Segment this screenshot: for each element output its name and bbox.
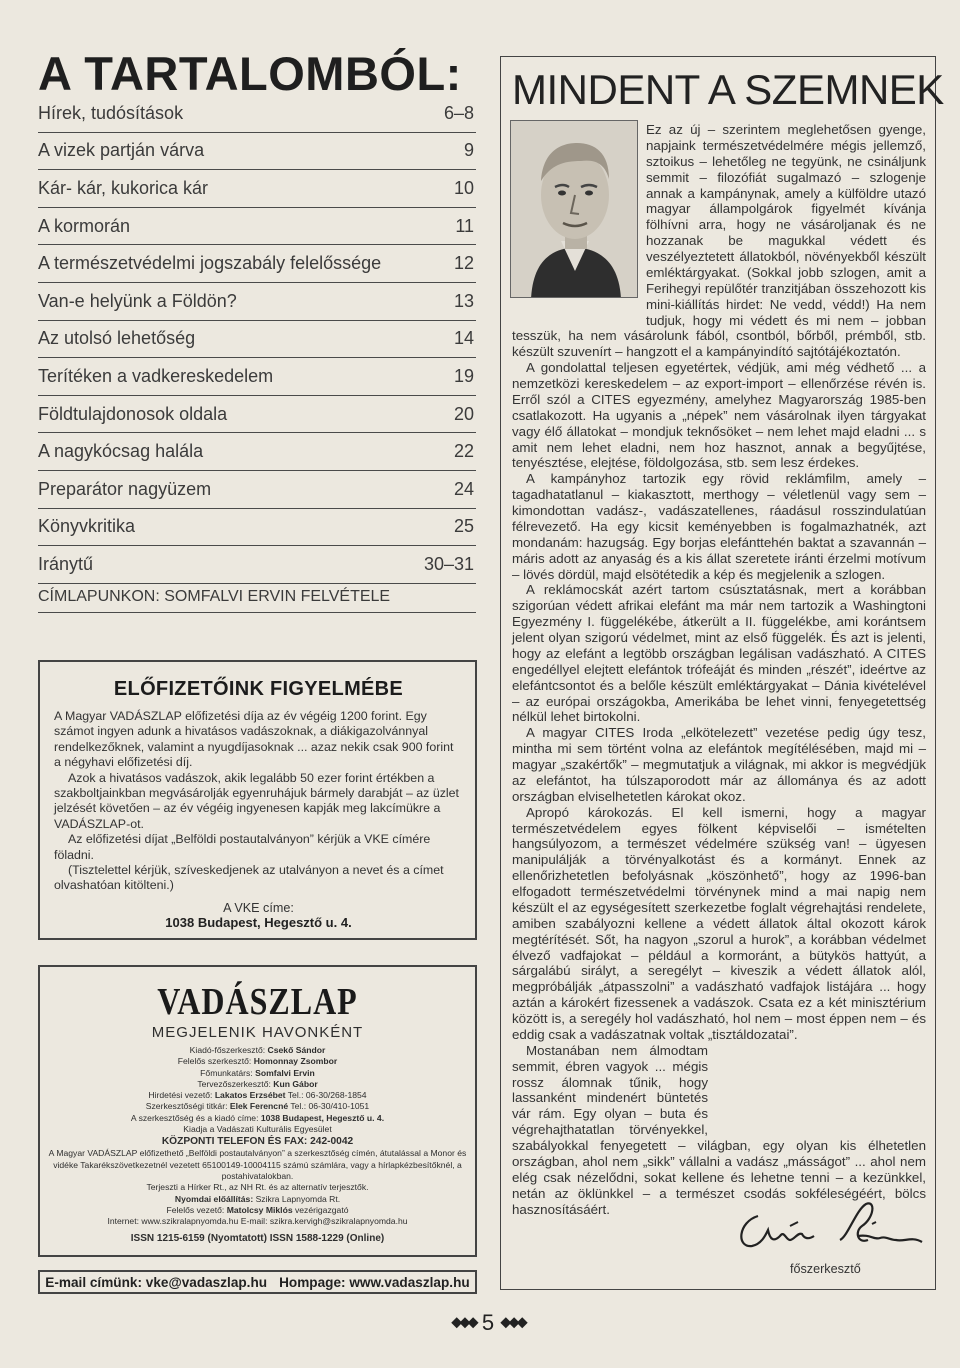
- contents-item-title: Az utolsó lehetőség: [38, 328, 196, 349]
- signature-role: főszerkesztő: [790, 1262, 861, 1276]
- central-phone: KÖZPONTI TELEFON ÉS FAX: 242-0042: [161, 1136, 354, 1148]
- staff-line: [46, 1056, 469, 1067]
- internet-line: Internet: www.szikralapnyomda.hu E-mail: szikra.kervigh@szikralapnyomda.hu: [107, 1216, 408, 1227]
- staff-name: 1038 Budapest, Hegesztő u. 4.: [260, 1112, 385, 1123]
- contents-item-title: Iránytű: [38, 553, 94, 574]
- contents-item[interactable]: [38, 358, 476, 396]
- editorial-paragraph: Mostanában nem álmodtam semmit, ébren vagyok ... mégis rossz álomnak tűnik, hogy lassanként mindenért büntetés vár rám. Egy olyan – buta és végrehajthatatlan törvényekkel, szabályokkal fenyegetett – világban, egy olyan kis élhetetlen országban, ahol nem „sikk” vállalni a vadász „másságot” ... ahol nem elég csak nézelődni, sokat kellene és lehetne tenni – a kezünkkel, netán az öklünkkel – a természet csodás sokféleségéért, bölcs hasznosításáért.: [512, 1042, 926, 1217]
- director-name: Matolcsy Miklós: [226, 1204, 293, 1215]
- ornament-right-icon: ⬥⬥⬥: [500, 1314, 525, 1331]
- contents-item[interactable]: [38, 433, 476, 471]
- subscription-title: ELŐFIZETŐINK FIGYELMÉBE: [113, 678, 404, 700]
- editorial-paragraph: Apropó károkozás. El kell ismerni, hogy a magyar természetvédelem egyes fölkent képviselői – ismételten hangsúlyozom, a természet védelmére szükség van! – ügyesen manipulálják a törvényalkotást és a kormányt. Ennek az ellenőrizhetetlen befolyásnak „köszönhető”, hogy az 1996-ban elfogadott természetvédelmi törvénynek mind a mai napig nem készült el az egységesített szerkezetbe foglalt végrehajtási rendelete, amiben szabályozni kellene a védett állatok által okozott károk megtérítését. Sőt, ha nagyon „szorul a hurok”, a korábban védelmet élvező vadfajokat – például a kormoránt, a bütykös hattyút, a sárgalábú sirályt, a seregélyt – kiveszik a védett állatok alól, megpróbálják „átpasszolni” a vadászható vadfajok listájára ... hogy aztán a károkért fizessenek a vadászok. Csata ez a két minisztérium között is, a seregély hol vadászható, hol nem – most éppen nem – és eddig csak a vadászatnak voltak „tisztáldozatai”.: [512, 804, 926, 1042]
- issn-line: ISSN 1215-6159 (Nyomtatott) ISSN 1588-1229 (Online): [130, 1233, 385, 1245]
- subscription-paragraph: A Magyar VADÁSZLAP előfizetési díja az év végéig 1200 forint. Egy számot ingyen adunk a hivatásos vadászoknak, a diákigazolvánnyal rendelkezőknek, valamint a nyugdíjasoknak ... azaz nekik csak 900 forint a négyhavi előfizetési díj.: [54, 709, 454, 770]
- staff-list: [46, 1045, 469, 1135]
- magazine-logo-text: VADÁSZLAP: [157, 979, 358, 1023]
- staff-role: Kiadja a Vadászati Kulturális Egyesület: [183, 1124, 332, 1135]
- staff-role: Főmunkatárs:: [200, 1067, 253, 1078]
- contents-item[interactable]: [38, 283, 476, 321]
- subscription-note: A Magyar VADÁSZLAP előfizethető „Belföldi postautalványon” a szerkesztőség címén, átutalással a Monor és vidéke Takarékszövetkezetnél vezetett 65100149-10004115 számú számlára, vagy a hírlapkézbesítőknél, a postahivatalokban.: [48, 1148, 467, 1181]
- distribution-note: Terjeszti a Hírker Rt., az NH Rt. és az alternatív terjesztők.: [146, 1182, 369, 1193]
- contents-item[interactable]: [38, 509, 476, 547]
- subscription-paragraph: (Tisztelettel kérjük, szíveskedjenek az utalványon a nevet és a címet olvashatóan kitölteni.): [54, 863, 444, 893]
- contents-item-page: 14: [453, 328, 474, 349]
- staff-line: [46, 1079, 469, 1090]
- staff-role: Szerkesztőségi titkár:: [145, 1101, 228, 1112]
- printing-line: [46, 1194, 469, 1205]
- contents-item-page: 11: [455, 215, 474, 236]
- staff-role: Felelős szerkesztő:: [177, 1056, 252, 1067]
- editorial-paragraph: A kampányhoz tartozik egy rövid reklámfilm, amely – tagadhatatlanul – kiakasztott, merthogy – véletlenül vagy sem – kimondottan vadász-, vadászatellenes, ráadásul rosszindulatúan félrevezető. Ha egy kicsit keményebben is fogalmazhatnék, azt mondanám: hazugság. Egy borjas elefánttehén baktat a szavannán – máris adott az anyaság és a kis állat szeretete iránti érzelmi motívum – lövés dördül, majd elsötétedik a kép és megjelenik a szlogen.: [512, 471, 926, 582]
- staff-name: Lakatos Erzsébet: [214, 1090, 286, 1101]
- contents-item-title: Preparátor nagyüzem: [38, 478, 212, 499]
- contents-item-title: Terítéken a vadkereskedelem: [38, 365, 274, 386]
- contents-item[interactable]: [38, 321, 476, 359]
- subscription-paragraph: Azok a hivatásos vadászok, akik legalább 50 ezer forint értékben a szakboltjainkban megvásárolják egyenruhájuk bármely darabját – az üzlet jelzését követően – az év végéig ingyenesen kapják meg lakcímükre a VADÁSZLAP-ot.: [54, 770, 459, 831]
- page-number: [0, 1310, 960, 1336]
- contents-item[interactable]: [38, 133, 476, 171]
- contents-item-title: Kár- kár, kukorica kár: [38, 177, 209, 198]
- contents-item[interactable]: [38, 95, 476, 133]
- contents-item[interactable]: [38, 208, 476, 246]
- magazine-logo: [46, 977, 469, 1023]
- ornament-left-icon: ⬥⬥⬥: [451, 1314, 476, 1331]
- staff-name: Homonnay Zsombor: [253, 1056, 338, 1067]
- contents-item-title: A vizek partján várva: [38, 140, 205, 161]
- contents-item-title: A természetvédelmi jogszabály felelőssége: [38, 253, 382, 274]
- staff-name: Csekő Sándor: [267, 1045, 326, 1055]
- subscription-notice: [38, 660, 477, 940]
- contents-item-page: 13: [453, 290, 474, 311]
- staff-role: Tervezőszerkesztő:: [197, 1078, 271, 1089]
- staff-line: [46, 1113, 469, 1124]
- contents-item-page: 9: [463, 140, 474, 161]
- editorial-paragraph: A reklámocskát azért tartom csúsztatásnak, mert a korábban szigorúan védett afrikai elefánt ma már nem tartozik a Washingtoni Egyezmény I. függelékébe, átkerült a II. függelékbe, ami korántsem jelent olyan szigorú védelmet, mint az első függelék. És azt is jelenti, hogy az elefánt a legtöbb országban legálisan vadászható. A CITES engedéllyel elejtett elefántok trófeáját és minden „részét”, ideértve az elefántcsontot és a belőle készült emléktárgyakat – Dánia kivételével – az európai országokba, Amerikába be lehet vinni, fenyegetettség nélkül lehet birtokolni.: [512, 582, 926, 725]
- director-role: vezérigazgató: [294, 1204, 349, 1215]
- editor-signature: [728, 1196, 928, 1266]
- imprint-box: [38, 965, 477, 1257]
- staff-role: Hirdetési vezető:: [148, 1090, 213, 1101]
- editorial-paragraph: A magyar CITES Iroda „elkötelezett” vezetése pedig úgy tesz, mintha mi sem történt volna az elefántok megítélésében, majd mi – magyar „szakértők” – megmutatjuk a világnak, mi akkor is megvédjük az elefántot, ha túlszaporodott már az állománya és az adott országban elviselhetetlen károkat okoz.: [512, 725, 926, 804]
- publication-frequency: MEGJELENIK HAVONKÉNT: [151, 1024, 364, 1041]
- staff-phone: Tel.: 06-30/268-1854: [287, 1090, 367, 1101]
- contents-item-page: 12: [453, 253, 474, 274]
- staff-role: Kiadó-főszerkesztő:: [189, 1045, 266, 1055]
- printing-value: Szikra Lapnyomda Rt.: [255, 1193, 341, 1204]
- staff-line: [46, 1124, 469, 1135]
- contact-website[interactable]: Hompage: www.vadaszlap.hu: [279, 1274, 470, 1290]
- subscription-address-label: A VKE címe:: [223, 900, 294, 915]
- page-number-value: 5: [481, 1310, 495, 1335]
- contents-title: A TARTALOMBÓL:: [38, 47, 462, 100]
- contents-item[interactable]: [38, 471, 476, 509]
- contents-item-page: 25: [453, 516, 474, 537]
- contents-item-page: 24: [453, 478, 474, 499]
- contents-item-page: 19: [453, 365, 474, 386]
- subscription-address: 1038 Budapest, Hegesztő u. 4.: [165, 914, 352, 930]
- staff-phone: Tel.: 06-30/410-1051: [290, 1101, 370, 1112]
- editorial-paragraph: A gondolattal teljesen egyetértek, védjük, ami még védhető ... a nemzetközi kereskedelem – az export-import – ellenőrzése révén is. Erről szól a CITES egyezmény, amelyhez Magyarország 1985-ben csatlakozott. Ha ugyanis a „népek” nem vásárolnak ilyen tárgyakat vagy élő állatokat – mondjuk teknősöket – nem lehet majd eladni ... s amit nem lehet eladni, nem hoz hasznot, annak a begyűjtése, tenyésztése, elejtése, földolgozása, stb. sem lesz érdekes.: [512, 360, 926, 471]
- staff-name: Kun Gábor: [273, 1078, 318, 1089]
- contents-item-title: A kormorán: [38, 215, 131, 236]
- contents-item-page: 10: [453, 177, 474, 198]
- contents-item[interactable]: [38, 546, 476, 584]
- director-label: Felelős vezető:: [166, 1204, 225, 1215]
- contents-item[interactable]: [38, 170, 476, 208]
- staff-line: [46, 1068, 469, 1079]
- contents-item[interactable]: [38, 245, 476, 283]
- editorial-paragraph: Ez az új – szerintem meglehetősen gyenge, napjaink természetvédelmére mégis jellemző, sztoikus – lehetőleg ne tegyünk, ne csináljunk semmit – filozófiát sugalmazó – szlogenje annak a kampánynak, amely a külföldre utazó magyar állampolgárok figyelmét kívánja fölhívni arra, hogy ne vásároljanak és ne hozzanak be magukkal védett és veszélyeztetett állatokból, növényekből készült emléktárgyakat. (Sokkal jobb szlogen, amit a Ferihegyi repülőtér tranzitjában összehozott kis mini-kiállítás hirdet: Ne vedd, védd!) Ha nem tudjuk, hogy mi védett és mi nem – jobban tesszük, ha nem vásárolunk fából, csontból, bőrből, prémből, stb. készült szuvenírt – hangzott el a kampányindító sajtótájékoztatón.: [512, 122, 926, 360]
- contents-item-page: 6–8: [443, 102, 474, 123]
- printing-label: Nyomdai előállítás:: [174, 1193, 254, 1204]
- contents-list: [38, 95, 476, 584]
- contents-item-title: Könyvkritika: [38, 516, 136, 537]
- contact-email[interactable]: E-mail címünk: vke@vadaszlap.hu: [45, 1274, 268, 1290]
- director-line: [46, 1205, 469, 1216]
- staff-name: Somfalvi Ervin: [255, 1067, 315, 1078]
- contents-item-page: 20: [453, 403, 474, 424]
- contents-item-title: Földtulajdonosok oldala: [38, 403, 228, 424]
- contents-item-title: Hírek, tudósítások: [38, 102, 184, 123]
- editorial-title: MINDENT A SZEMNEK: [512, 66, 944, 113]
- contents-item-title: A nagykócsag halála: [38, 441, 204, 462]
- contents-item-page: 22: [453, 441, 474, 462]
- contents-item-page: 30–31: [423, 553, 474, 574]
- contact-bar: [38, 1270, 477, 1294]
- subscription-paragraph: Az előfizetési díjat „Belföldi postautalványon” kérjük a VKE címére föladni.: [54, 832, 431, 862]
- staff-role: A szerkesztőség és a kiadó címe:: [130, 1112, 259, 1123]
- staff-name: Elek Ferencné: [229, 1101, 289, 1112]
- cover-credit: CÍMLAPUNKON: SOMFALVI ERVIN FELVÉTELE: [38, 588, 476, 613]
- contents-item[interactable]: [38, 396, 476, 434]
- staff-line: [46, 1045, 469, 1056]
- editorial-body: [512, 122, 926, 1217]
- contents-item-title: Van-e helyünk a Földön?: [38, 290, 237, 311]
- staff-line: [46, 1090, 469, 1101]
- staff-line: [46, 1101, 469, 1112]
